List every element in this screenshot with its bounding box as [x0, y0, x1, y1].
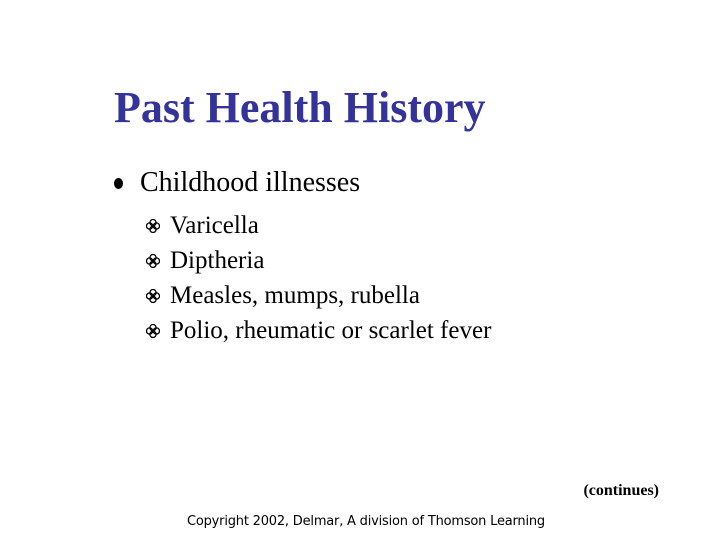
- four-petal-flower-bullet-icon: [146, 254, 160, 268]
- list-item: [146, 243, 491, 278]
- list-item-text: Measles, mumps, rubella: [170, 282, 420, 309]
- filled-circle-bullet-icon: [114, 178, 123, 189]
- continues-label: (continues): [583, 482, 659, 499]
- list-item-text: Varicella: [170, 212, 259, 239]
- four-petal-flower-bullet-icon: [146, 289, 160, 303]
- slide-title: Past Health History: [114, 83, 486, 132]
- copyright-footer: Copyright 2002, Delmar, A division of Thomson Learning: [187, 514, 545, 529]
- list-item-text: Diptheria: [170, 247, 265, 274]
- four-petal-flower-bullet-icon: [146, 219, 160, 233]
- list-item: [146, 313, 491, 348]
- list-item: [146, 208, 491, 243]
- list-item-text: Polio, rheumatic or scarlet fever: [170, 317, 492, 344]
- list-item: [146, 278, 491, 313]
- bullet-text: Childhood illnesses: [140, 167, 361, 198]
- bullet-childhood-illnesses: [114, 165, 360, 201]
- four-petal-flower-bullet-icon: [146, 324, 160, 338]
- subitem-list: [146, 208, 491, 348]
